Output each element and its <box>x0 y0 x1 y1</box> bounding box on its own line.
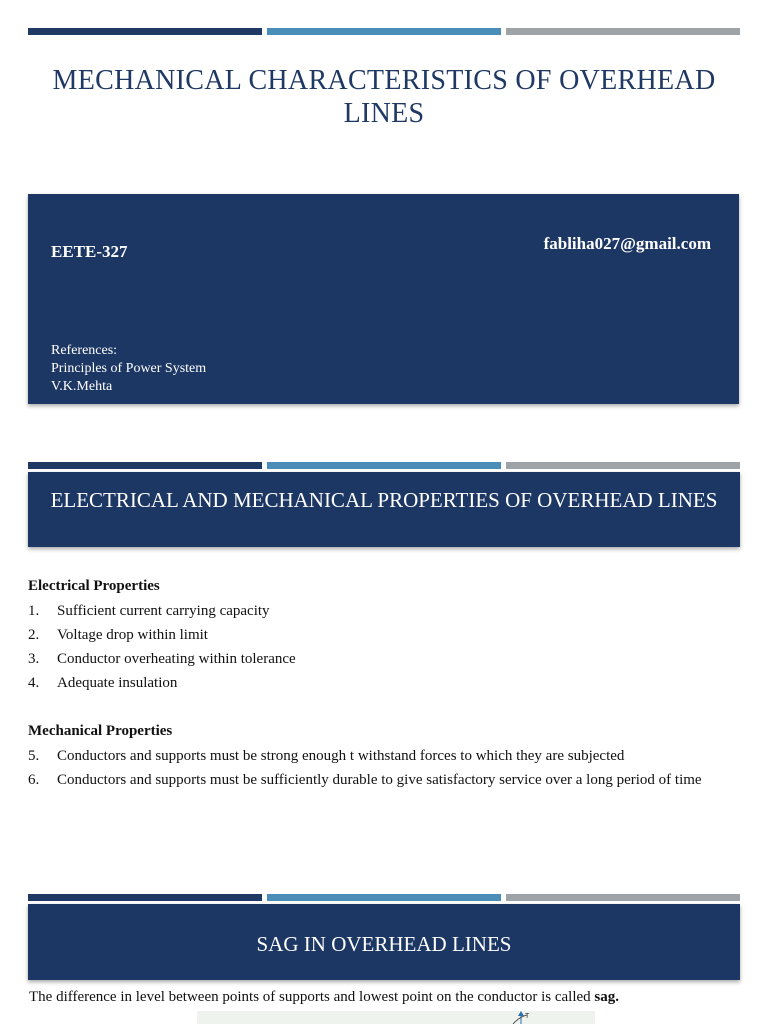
item-text: Conductor overheating within tolerance <box>57 651 296 667</box>
list-item <box>28 647 296 671</box>
reference-author: V.K.Mehta <box>51 379 113 394</box>
item-number: 4. <box>28 675 40 691</box>
stripe-navy <box>28 462 262 469</box>
references-label: References: <box>51 343 118 358</box>
reference-book: Principles of Power System <box>51 361 207 376</box>
item-text: Conductors and supports must be strong enough t withstand forces to which they are subjected <box>57 748 625 764</box>
list-item <box>28 599 296 623</box>
tension-label: T <box>525 1013 530 1020</box>
course-code: EETE-327 <box>51 242 128 261</box>
list-item <box>28 768 702 792</box>
stripe-navy <box>28 28 262 35</box>
section-title: ELECTRICAL AND MECHANICAL PROPERTIES OF OVERHEAD LINES <box>50 488 718 512</box>
definition-term: sag. <box>594 989 619 1005</box>
stripe-gray <box>506 28 740 35</box>
item-number: 5. <box>28 748 40 764</box>
item-text: Sufficient current carrying capacity <box>57 603 270 619</box>
accent-stripes <box>28 894 740 901</box>
item-text: Conductors and supports must be sufficiently durable to give satisfactory service over a long period of time <box>57 772 702 788</box>
mechanical-heading: Mechanical Properties <box>28 723 173 739</box>
stripe-navy <box>28 894 262 901</box>
electrical-list <box>28 599 296 695</box>
item-number: 2. <box>28 627 40 643</box>
item-number: 3. <box>28 651 40 667</box>
item-number: 1. <box>28 603 40 619</box>
item-number: 6. <box>28 772 40 788</box>
section-banner <box>28 472 740 547</box>
list-item <box>28 623 296 647</box>
stripe-gray <box>506 894 740 901</box>
definition-text: The difference in level between points of supports and lowest point on the conductor is called <box>29 989 595 1005</box>
references <box>51 342 206 396</box>
item-text: Voltage drop within limit <box>57 627 208 643</box>
list-item <box>28 671 296 695</box>
stripe-blue <box>267 28 501 35</box>
accent-stripes <box>28 462 740 469</box>
stripe-blue <box>267 894 501 901</box>
accent-stripes <box>28 28 740 35</box>
list-item <box>28 744 702 768</box>
title-panel <box>28 194 739 404</box>
sag-diagram <box>197 1011 595 1024</box>
arrow-head-icon <box>518 1011 524 1016</box>
slide-title: MECHANICAL CHARACTERISTICS OF OVERHEAD LINES <box>52 65 716 129</box>
mechanical-list <box>28 744 702 792</box>
electrical-heading: Electrical Properties <box>28 578 160 594</box>
sag-diagram-graphic <box>197 1011 595 1024</box>
item-text: Adequate insulation <box>57 675 178 691</box>
section-title: SAG IN OVERHEAD LINES <box>256 932 512 956</box>
sag-definition <box>29 989 619 1006</box>
stripe-gray <box>506 462 740 469</box>
author-email: fabliha027@gmail.com <box>543 234 711 253</box>
section-banner <box>28 904 740 980</box>
stripe-blue <box>267 462 501 469</box>
